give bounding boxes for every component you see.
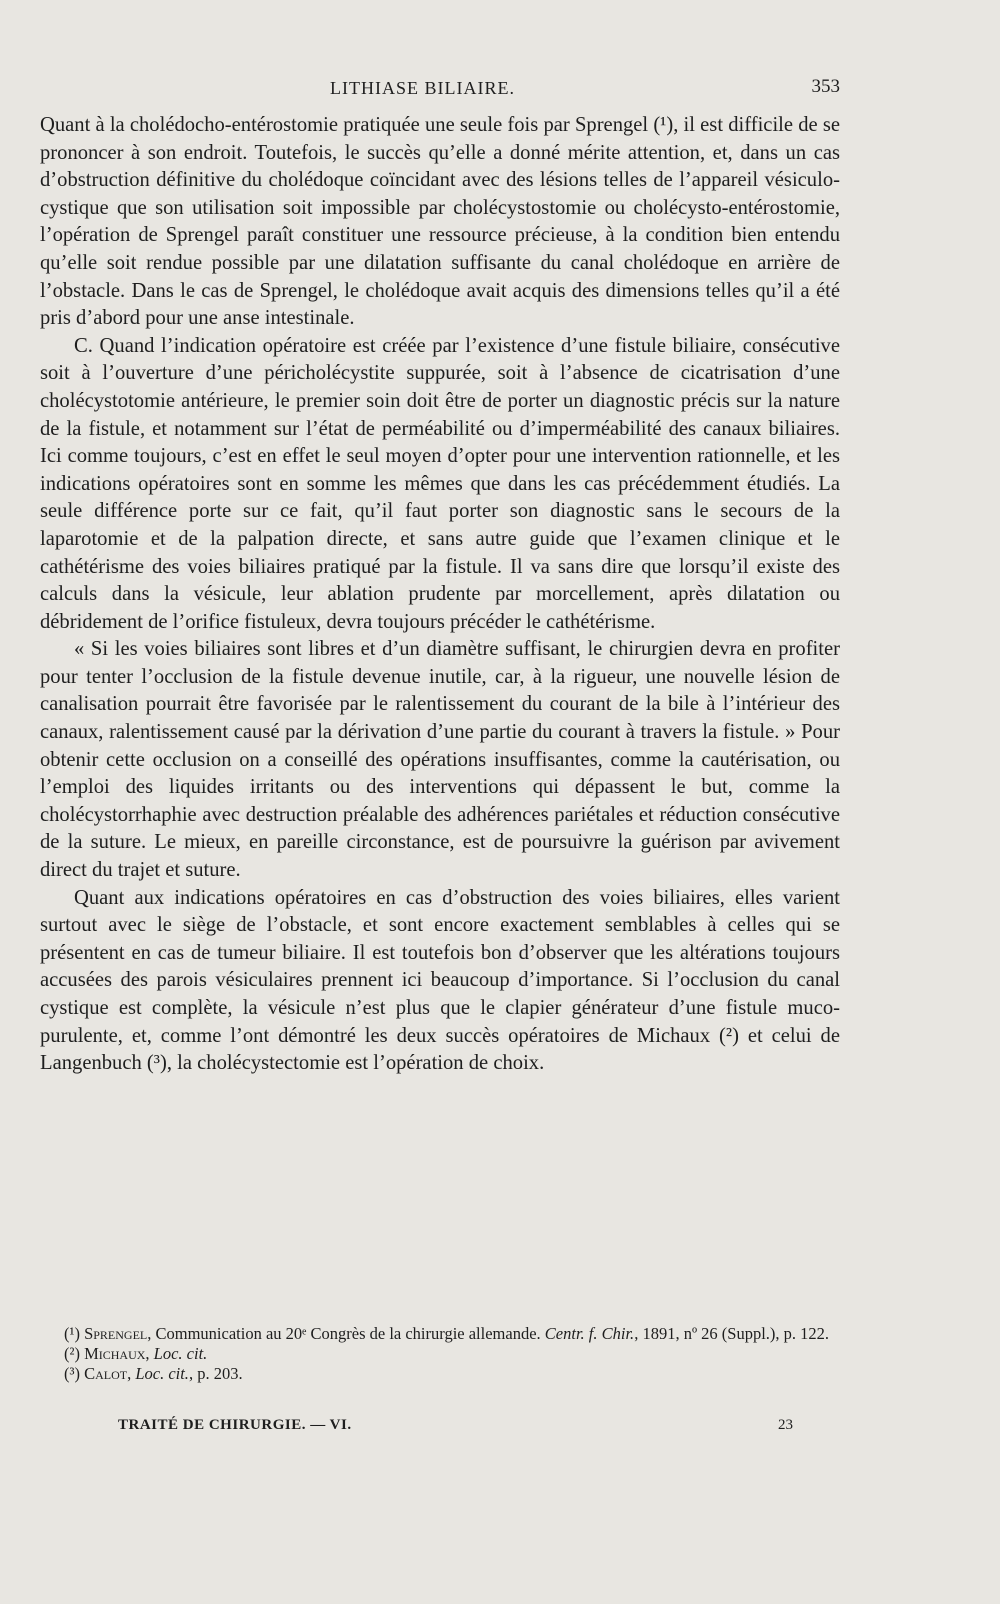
footnote-mark: (²) (64, 1344, 80, 1363)
footnote (40, 1364, 840, 1384)
footnote (40, 1324, 840, 1344)
footnote-reference: Loc. cit. (153, 1344, 208, 1363)
page-header (40, 78, 840, 108)
footnote-author: Michaux (84, 1344, 146, 1363)
footnote-author: Calot (84, 1364, 128, 1383)
footnote-reference: Loc. cit. (135, 1364, 189, 1383)
running-title: LITHIASE BILIAIRE. (330, 78, 515, 98)
signature-mark: 23 (778, 1417, 793, 1433)
footnote-author: Sprengel (84, 1324, 148, 1343)
page-footer (40, 1417, 840, 1441)
footnote-tail: , 1891, nº 26 (Suppl.), p. 122. (634, 1324, 830, 1343)
footnote-mark: (¹) (64, 1324, 80, 1343)
body-text (40, 112, 840, 1078)
footnote-reference: Centr. f. Chir. (544, 1324, 635, 1343)
footnote-text: , (145, 1344, 154, 1363)
page-number: 353 (811, 76, 840, 97)
footnote-tail: , p. 203. (188, 1364, 243, 1383)
series-title: TRAITÉ DE CHIRURGIE. — VI. (118, 1417, 352, 1433)
footnote (40, 1344, 840, 1364)
paragraph: C. Quand l’indication opératoire est créée par l’existence d’une fistule biliaire, consécutive soit à l’ouverture d’une péricholécystite suppurée, soit à l’absence de cicatrisation d’une cholécystotomie antérieure, le premier soin doit être de porter un diagnostic précis sur la nature de la fistule, et notamment sur l’état de perméabilité ou d’imperméabilité des canaux biliaires. Ici comme toujours, c’est en effet le seul moyen d’opter pour une intervention rationnelle, et les indications opératoires sont en somme les mêmes que dans les cas précédemment étudiés. La seule différence porte sur ce fait, qu’il faut porter son diagnostic sans le secours de la laparotomie et de la palpation directe, et sans autre guide que l’examen clinique et le cathétérisme des voies biliaires pratiqué par la fistule. Il va sans dire que lorsqu’il existe des calculs dans la vésicule, leur ablation prudente par morcellement, après dilatation ou débridement de l’orifice fistuleux, devra toujours précéder le cathétérisme. (40, 334, 840, 633)
paragraph: « Si les voies biliaires sont libres et d’un diamètre suffisant, le chirurgien devra en profiter pour tenter l’occlusion de la fistule devenue inutile, car, à la rigueur, une nouvelle lésion de canalisation pourrait être favorisée par le ralentissement du courant de la bile à l’intérieur des canaux, ralentissement causé par la dérivation d’une partie du courant à travers la fistule. » Pour obtenir cette occlusion on a conseillé des opérations insuffisantes, comme la cautérisation, ou l’emploi des liquides irritants ou des interventions qui dépassent le but, comme la cholécystorrhaphie avec destruction préalable des adhérences pariétales et réduction consécutive de la suture. Le mieux, en pareille circonstance, est de poursuivre la guérison par avivement direct du trajet et suture. (40, 638, 840, 882)
footnote-mark: (³) (64, 1364, 80, 1383)
paragraph: Quant à la cholédocho-entérostomie pratiquée une seule fois par Sprengel (¹), il est difficile de se prononcer à son endroit. Toutefois, le succès qu’elle a donné mérite attention, et, dans un cas d’obstruction définitive du cholédoque coïncidant avec des lésions telles de l’appareil vésiculo-cystique que son utilisation soit impossible par cholécystostomie ou cholécysto-entérostomie, l’opération de Sprengel paraît constituer une ressource précieuse, à la condition bien entendu qu’elle soit rendue possible par une dilatation suffisante du canal cholédoque en arrière de l’obstacle. Dans le cas de Sprengel, le cholédoque avait acquis des dimensions telles qu’il a été pris d’abord pour une anse intestinale. (40, 114, 840, 330)
footnotes (40, 1324, 840, 1384)
footnote-text: , (127, 1364, 136, 1383)
paragraph: Quant aux indications opératoires en cas d’obstruction des voies biliaires, elles varient surtout avec le siège de l’obstacle, et sont encore exactement semblables à celles qui se présentent en cas de tumeur biliaire. Il est toutefois bon d’observer que les altérations toujours accusées des parois vésiculaires prennent ici beaucoup d’importance. Si l’occlusion du canal cystique est complète, la vésicule n’est plus que le clapier générateur d’une fistule muco-purulente, et, comme l’ont démontré les deux succès opératoires de Michaux (²) et celui de Langenbuch (³), la cholécystectomie est l’opération de choix. (40, 886, 840, 1075)
footnote-text: , Communication au 20ᵉ Congrès de la chirurgie allemande. (147, 1324, 541, 1343)
